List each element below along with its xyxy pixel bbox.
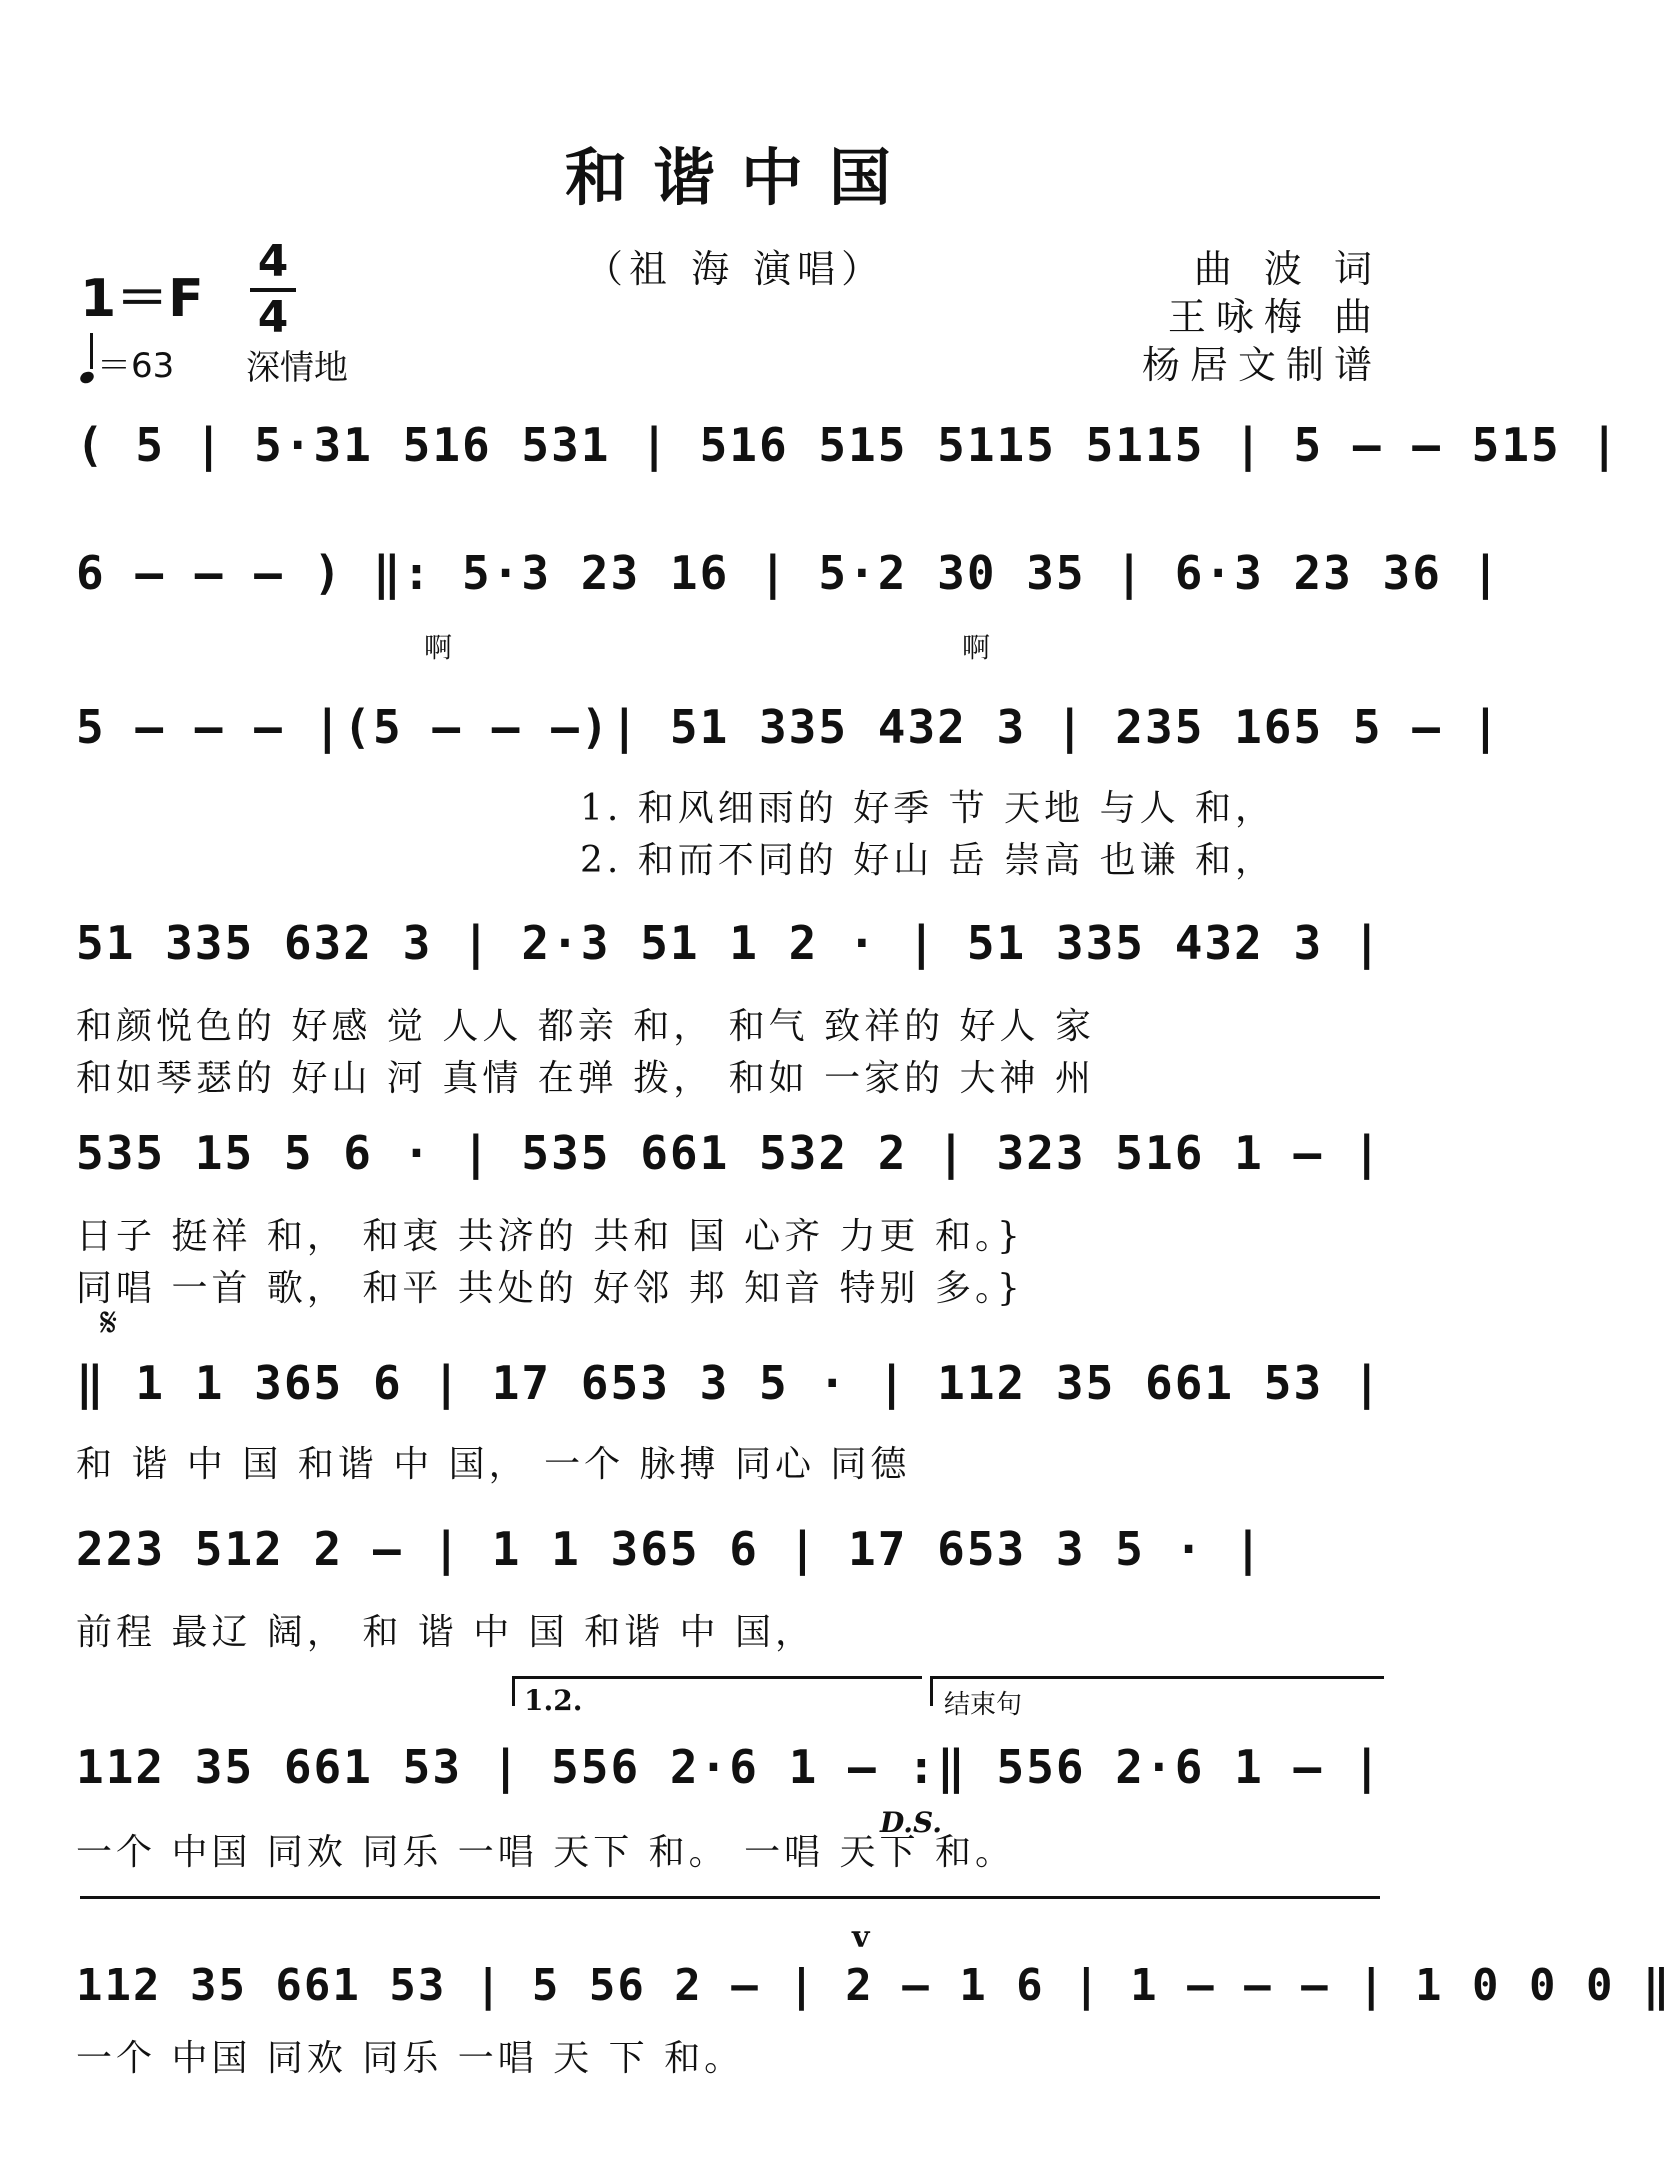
key-signature: 1＝F bbox=[80, 269, 204, 329]
lyrics-line-4-verse2: 和如琴瑟的 好山 河 真情 在弹 拨， 和如 一家的 大神 州 bbox=[76, 1058, 1095, 1099]
tempo-marking bbox=[80, 338, 174, 387]
song-title: 和谐中国 bbox=[564, 141, 917, 214]
lyrics-line-9: 一个 中国 同欢 同乐 一唱 天 下 和。 bbox=[76, 2038, 745, 2079]
notation-line-8: 112 35 661 53 | 556 2·6 1 – :‖ 556 2·6 1 – | bbox=[76, 1740, 1383, 1794]
lyrics-line-3-verse1: 1. 和风细雨的 好季 节 天地 与人 和， bbox=[580, 788, 1276, 829]
ending-bracket-edge bbox=[930, 1676, 933, 1706]
lyrics-line-5-verse1: 日子 挺祥 和， 和衷 共济的 共和 国 心齐 力更 和。} bbox=[76, 1216, 1024, 1257]
lyrics-line-8: 一个 中国 同欢 同乐 一唱 天下 和。 一唱 天下 和。 bbox=[76, 1832, 1015, 1873]
ending-bracket-line bbox=[930, 1676, 1384, 1679]
expression-marking: 深情地 bbox=[246, 348, 348, 388]
ending-label: 结束句 bbox=[944, 1690, 1023, 1720]
notation-line-7: 223 512 2 – | 1 1 365 6 | 17 653 3 5 · | bbox=[76, 1522, 1264, 1576]
dal-segno-mark: D.S. bbox=[880, 1806, 943, 1839]
notation-line-5: 535 15 5 6 · | 535 661 532 2 | 323 516 1 – | bbox=[76, 1126, 1383, 1180]
segno-sign: 𝄋 bbox=[100, 1300, 118, 1346]
sigh-lyric-1: 啊 bbox=[424, 631, 453, 664]
lyricist-credit: 曲 波 词 bbox=[1193, 247, 1382, 291]
sigh-lyric-2: 啊 bbox=[962, 631, 991, 664]
notation-line-4: 51 335 632 3 | 2·3 51 1 2 · | 51 335 432 3 | bbox=[76, 916, 1383, 970]
tempo-value: ＝63 bbox=[97, 346, 175, 386]
volta-bracket-line bbox=[512, 1676, 922, 1679]
volta-label: 1.2. bbox=[524, 1684, 583, 1717]
note-stem bbox=[90, 333, 93, 369]
lyrics-line-5-verse2: 同唱 一首 歌， 和平 共处的 好邻 邦 知音 特别 多。} bbox=[76, 1268, 1024, 1309]
time-signature bbox=[250, 238, 296, 342]
composer-credit: 王咏梅 曲 bbox=[1167, 295, 1382, 339]
meter-bottom: 4 bbox=[257, 292, 289, 343]
notation-line-9: 112 35 661 53 | 5 56 2 – | 2 – 1 6 | 1 – – – | 1 0 0 0 ‖ bbox=[76, 1960, 1671, 2011]
volta-bracket-edge bbox=[512, 1676, 515, 1706]
lyrics-line-6: 和 谐 中 国 和谐 中 国， 一个 脉搏 同心 同德 bbox=[76, 1444, 911, 1485]
lyrics-line-7: 前程 最辽 阔， 和 谐 中 国 和谐 中 国， bbox=[76, 1612, 815, 1653]
notation-line-2: 6 – – – ) ‖: 5·3 23 16 | 5·2 30 35 | 6·3 23 36 | bbox=[76, 546, 1502, 600]
singer-credit: （祖 海 演唱） bbox=[585, 247, 886, 291]
notation-line-3: 5 – – – |(5 – – –)| 51 335 432 3 | 235 165 5 – | bbox=[76, 700, 1502, 754]
transcriber-credit: 杨居文制谱 bbox=[1141, 343, 1382, 387]
breath-mark: v bbox=[852, 1920, 870, 1955]
meter-top: 4 bbox=[257, 236, 289, 287]
notation-line-6: ‖ 1 1 365 6 | 17 653 3 5 · | 112 35 661 53 | bbox=[76, 1356, 1383, 1410]
notation-line-1: ( 5 | 5·31 516 531 | 516 515 5115 5115 | 5 – – 515 | bbox=[76, 418, 1621, 472]
system-top-line bbox=[80, 1896, 1380, 1899]
quarter-note-icon bbox=[78, 370, 95, 386]
lyrics-line-4-verse1: 和颜悦色的 好感 觉 人人 都亲 和， 和气 致祥的 好人 家 bbox=[76, 1006, 1095, 1047]
lyrics-line-3-verse2: 2. 和而不同的 好山 岳 崇高 也谦 和， bbox=[580, 840, 1276, 881]
